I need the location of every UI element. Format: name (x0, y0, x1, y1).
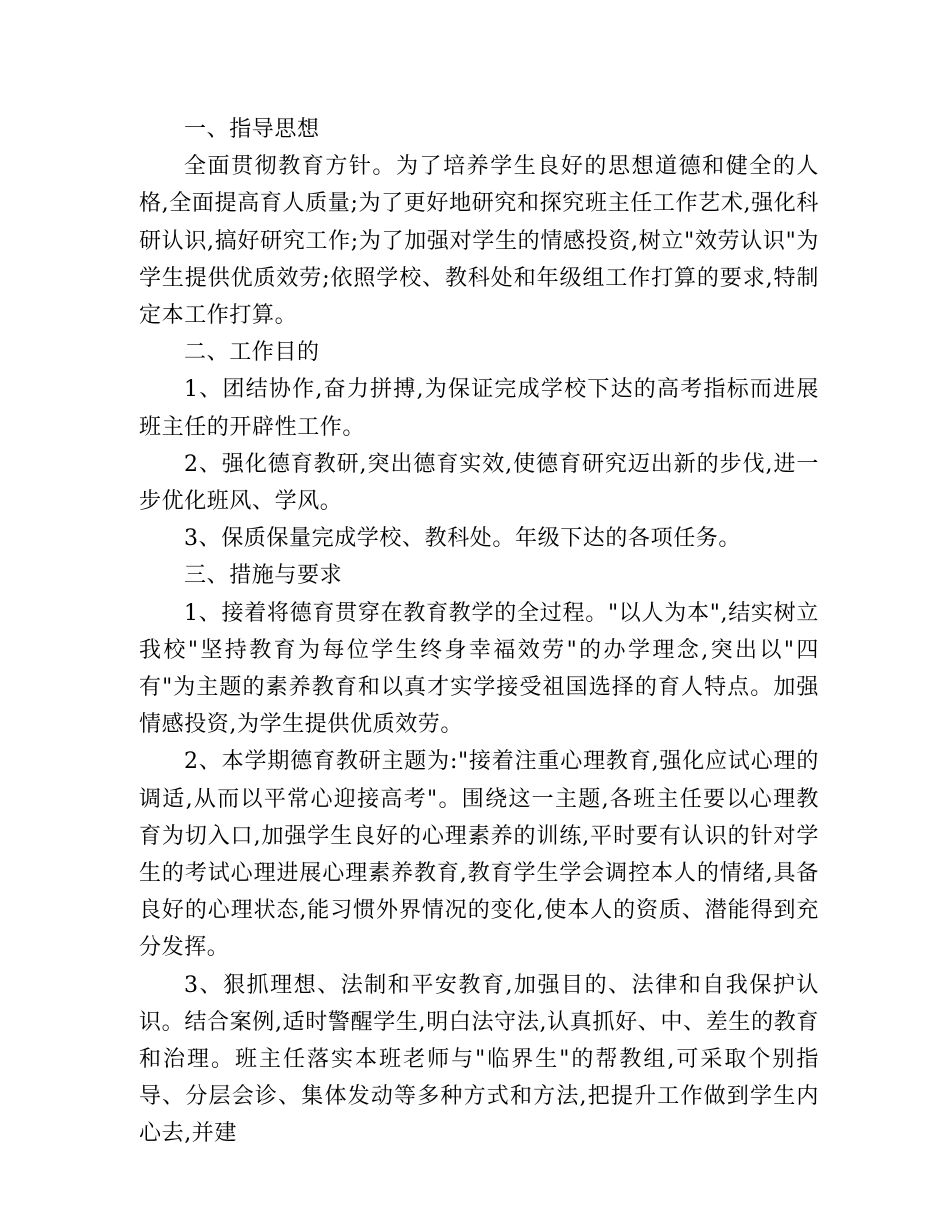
section-heading-work-goals: 二、工作目的 (184, 340, 320, 366)
document-body (139, 111, 819, 1153)
paragraph-measure-2: 2、本学期德育教研主题为:"接着注重心理教育,强化应试心理的调适,从而以平常心迎接高考"。围绕这一主题,各班主任要以心理教育为切入口,加强学生良好的心理素养的训练,平时要有认识的针对学生的考试心理进展心理素养教育,教育学生学会调控本人的情绪,具备良好的心理状态,能习惯外界情况的变化,使本人的资质、潜能得到充分发挥。 (139, 749, 819, 961)
section-heading-guiding-thought: 一、指导思想 (184, 117, 320, 142)
paragraph-goal-2: 2、强化德育教研,突出德育实效,使德育研究迈出新的步伐,进一步优化班风、学风。 (139, 451, 819, 515)
paragraph-guiding-thought: 全面贯彻教育方针。为了培养学生良好的思想道德和健全的人格,全面提高育人质量;为了更好地研究和探究班主任工作艺术,强化科研认识,搞好研究工作;为了加强对学生的情感投资,树立"效劳认识"为学生提供优质效劳;依照学校、教科处和年级组工作打算的要求,特制定本工作打算。 (139, 154, 819, 329)
section-heading-measures: 三、措施与要求 (184, 563, 343, 589)
paragraph-goal-1: 1、团结协作,奋力拼搏,为保证完成学校下达的高考指标而进展班主任的开辟性工作。 (139, 377, 819, 440)
paragraph-measure-3: 3、狠抓理想、法制和平安教育,加强目的、法律和自我保护认识。结合案例,适时警醒学生,明白法守法,认真抓好、中、差生的教育和治理。班主任落实本班老师与"临界生"的帮教组,可采取个别指导、分层会诊、集体发动等多种方式和方法,把提升工作做到学生内心去,并建 (139, 972, 819, 1147)
paragraph-goal-3: 3、保质保量完成学校、教科处。年级下达的各项任务。 (184, 526, 741, 552)
paragraph-measure-1: 1、接着将德育贯穿在教育教学的全过程。"以人为本",结实树立我校"坚持教育为每位学生终身幸福效劳"的办学理念,突出以"四有"为主题的素养教育和以真才实学接受祖国选择的育人特点。加强情感投资,为学生提供优质效劳。 (139, 600, 819, 738)
